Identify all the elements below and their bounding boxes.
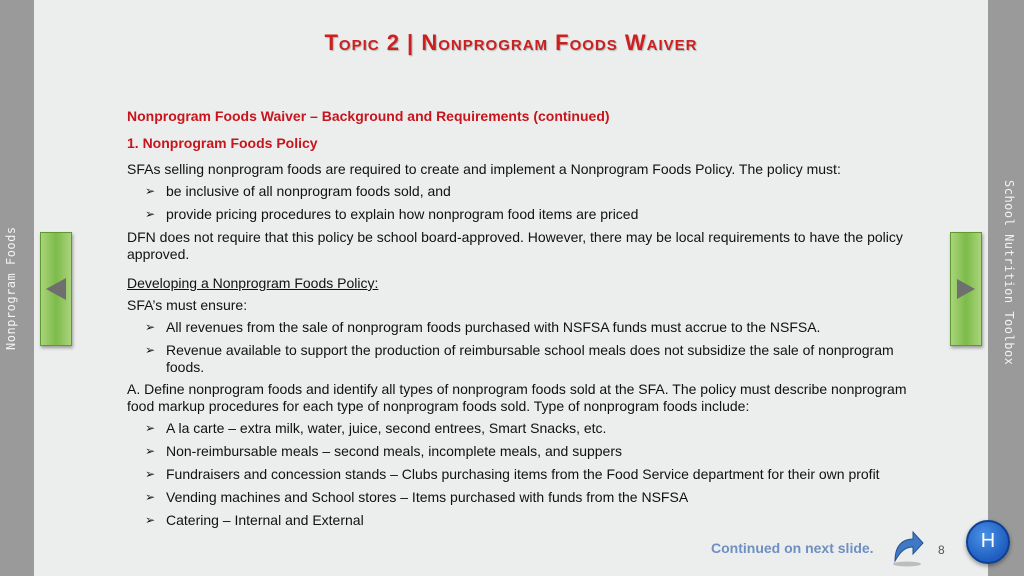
list-item (127, 489, 907, 506)
list-item-text: Catering – Internal and External (166, 512, 364, 528)
list-item-text: be inclusive of all nonprogram foods sold, and (166, 183, 451, 199)
list-item (127, 466, 907, 483)
list-item (127, 319, 907, 336)
right-sidebar (988, 0, 1024, 576)
continued-note: Continued on next slide. (711, 540, 874, 556)
list-item (127, 420, 907, 437)
list-item-text: All revenues from the sale of nonprogram foods purchased with NSFSA funds must accrue to the NSFSA. (166, 319, 821, 335)
developing-heading: Developing a Nonprogram Foods Policy: (127, 275, 379, 291)
slide-content (127, 108, 907, 529)
list-item-text: provide pricing procedures to explain how nonprogram food items are priced (166, 206, 639, 222)
list-item (127, 342, 907, 376)
next-slide-button[interactable] (950, 232, 982, 346)
home-button[interactable]: H (966, 520, 1010, 564)
define-text: A. Define nonprogram foods and identify all types of nonprogram foods sold at the SFA. The policy must describe nonprogram food markup procedures for each type of nonprogram foods sold. Type of nonprogram foods include: (127, 381, 907, 414)
list-item (127, 512, 907, 529)
arrow-bullet-icon: ➢ (145, 343, 156, 357)
ensure-text: SFA’s must ensure: (127, 297, 248, 313)
right-sidebar-label: School Nutrition Toolbox (1002, 180, 1016, 366)
arrow-bullet-icon: ➢ (145, 490, 156, 504)
page-number: 8 (938, 543, 945, 557)
list-item (127, 206, 907, 223)
list-item-text: Revenue available to support the production of reimbursable school meals does not subsidize the sale of nonprogram foods. (166, 342, 894, 375)
slide-title: Topic 2 | Nonprogram Foods Waiver (324, 30, 698, 55)
left-sidebar-label: Nonprogram Foods (4, 226, 18, 350)
intro-text: SFAs selling nonprogram foods are required to create and implement a Nonprogram Foods Policy. The policy must: (127, 161, 841, 177)
list-item (127, 183, 907, 200)
list-item-text: Non-reimbursable meals – second meals, incomplete meals, and suppers (166, 443, 622, 459)
list-item-text: Fundraisers and concession stands – Clubs purchasing items from the Food Service department for their own profit (166, 466, 880, 482)
triangle-right-icon (957, 279, 975, 299)
left-sidebar (0, 0, 34, 576)
policy-subheading: 1. Nonprogram Foods Policy (127, 135, 318, 151)
arrow-bullet-icon: ➢ (145, 320, 156, 334)
arrow-bullet-icon: ➢ (145, 184, 156, 198)
triangle-left-icon (46, 278, 66, 300)
arrow-bullet-icon: ➢ (145, 421, 156, 435)
arrow-bullet-icon: ➢ (145, 207, 156, 221)
previous-slide-button[interactable] (40, 232, 72, 346)
list-item-text: A la carte – extra milk, water, juice, second entrees, Smart Snacks, etc. (166, 420, 607, 436)
arrow-bullet-icon: ➢ (145, 467, 156, 481)
section-heading: Nonprogram Foods Waiver – Background and Requirements (continued) (127, 108, 610, 124)
arrow-bullet-icon: ➢ (145, 513, 156, 527)
curved-arrow-icon[interactable] (889, 527, 925, 567)
list-item-text: Vending machines and School stores – Items purchased with funds from the NSFSA (166, 489, 689, 505)
arrow-bullet-icon: ➢ (145, 444, 156, 458)
list-item (127, 443, 907, 460)
dfn-note: DFN does not require that this policy be school board-approved. However, there may be local requirements to have the policy approved. (127, 229, 903, 262)
